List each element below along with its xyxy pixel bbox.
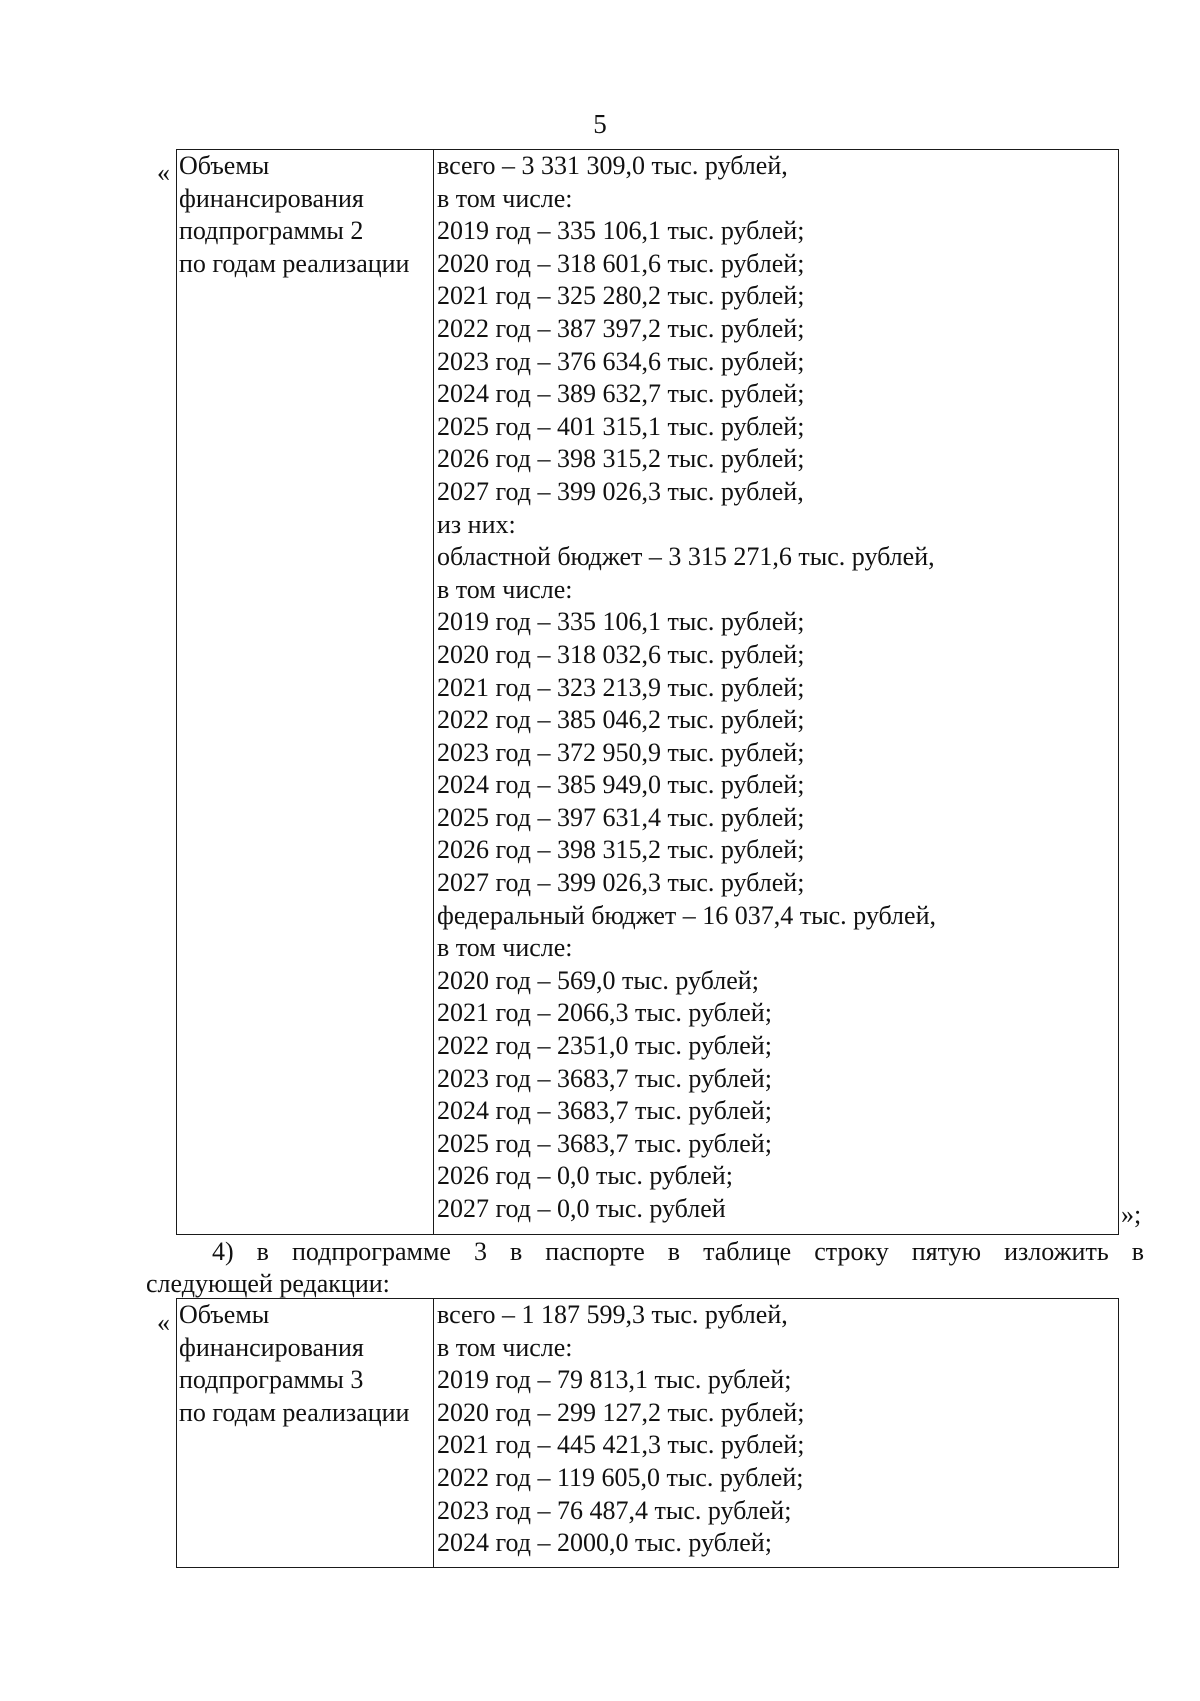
table-text-line: 2021 год – 445 421,3 тыс. рублей;	[437, 1430, 805, 1460]
table-text-line: 2026 год – 398 315,2 тыс. рублей;	[437, 444, 805, 474]
table-text-line: в том числе:	[437, 1332, 573, 1362]
table-label-cell	[177, 150, 434, 1234]
table-text-line: 2027 год – 0,0 тыс. рублей	[437, 1194, 726, 1223]
table-text-line: 2021 год – 2066,3 тыс. рублей;	[437, 998, 772, 1028]
table-text-line: в том числе:	[437, 933, 573, 963]
table-text-line: 2020 год – 318 032,6 тыс. рублей;	[437, 639, 805, 669]
table-text-line: 2021 год – 325 280,2 тыс. рублей;	[437, 281, 805, 311]
closing-quote: »;	[1121, 1200, 1142, 1229]
table-text-line: 2024 год – 385 949,0 тыс. рублей;	[437, 770, 805, 800]
paragraph-line: следующей редакции:	[146, 1269, 390, 1298]
opening-quote: «	[157, 158, 170, 187]
table-text-line: 2026 год – 0,0 тыс. рублей;	[437, 1161, 733, 1191]
table-text-line: федеральный бюджет – 16 037,4 тыс. рублей,	[437, 900, 936, 930]
financing-table-subprogram-3	[176, 1298, 1119, 1568]
table-label-cell	[177, 1299, 434, 1567]
table-text-line: подпрограммы 2	[179, 216, 364, 246]
table-text-line: 2020 год – 318 601,6 тыс. рублей;	[437, 248, 805, 278]
table-text-line: 2027 год – 399 026,3 тыс. рублей;	[437, 868, 805, 898]
table-text-line: 2023 год – 372 950,9 тыс. рублей;	[437, 737, 805, 767]
table-text-line: из них:	[437, 509, 516, 539]
table-text-line: по годам реализации	[179, 1397, 410, 1427]
table-text-line: 2024 год – 3683,7 тыс. рублей;	[437, 1096, 772, 1126]
table-text-line: всего – 3 331 309,0 тыс. рублей,	[437, 151, 788, 180]
table-text-line: областной бюджет – 3 315 271,6 тыс. рублей,	[437, 542, 935, 572]
table-text-line: в том числе:	[437, 574, 573, 604]
financing-table-subprogram-2	[176, 149, 1119, 1235]
table-value-cell	[434, 1299, 1118, 1567]
table-text-line: финансирования	[179, 1332, 364, 1362]
table-text-line: 2022 год – 119 605,0 тыс. рублей;	[437, 1462, 804, 1492]
table-text-line: 2019 год – 79 813,1 тыс. рублей;	[437, 1365, 792, 1395]
table-text-line: 2027 год – 399 026,3 тыс. рублей,	[437, 476, 804, 506]
table-text-line: 2019 год – 335 106,1 тыс. рублей;	[437, 216, 805, 246]
table-text-line: подпрограммы 3	[179, 1365, 364, 1395]
paragraph-line: 4) в подпрограмме 3 в паспорте в таблице строку пятую изложить в	[212, 1237, 1144, 1266]
table-text-line: 2022 год – 385 046,2 тыс. рублей;	[437, 705, 805, 735]
table-text-line: 2023 год – 76 487,4 тыс. рублей;	[437, 1495, 792, 1525]
table-text-line: 2021 год – 323 213,9 тыс. рублей;	[437, 672, 805, 702]
table-text-line: Объемы	[179, 1300, 270, 1329]
table-text-line: в том числе:	[437, 183, 573, 213]
table-text-line: Объемы	[179, 151, 270, 180]
page-number: 5	[593, 109, 607, 139]
table-text-line: финансирования	[179, 183, 364, 213]
table-text-line: 2025 год – 401 315,1 тыс. рублей;	[437, 411, 805, 441]
table-text-line: 2020 год – 569,0 тыс. рублей;	[437, 965, 759, 995]
table-text-line: 2023 год – 376 634,6 тыс. рублей;	[437, 346, 805, 376]
opening-quote: «	[157, 1308, 170, 1337]
table-text-line: по годам реализации	[179, 248, 410, 278]
table-text-line: 2025 год – 3683,7 тыс. рублей;	[437, 1128, 772, 1158]
table-text-line: всего – 1 187 599,3 тыс. рублей,	[437, 1300, 788, 1329]
table-text-line: 2020 год – 299 127,2 тыс. рублей;	[437, 1397, 805, 1427]
table-value-cell	[434, 150, 1118, 1234]
table-text-line: 2024 год – 2000,0 тыс. рублей;	[437, 1528, 772, 1558]
table-text-line: 2024 год – 389 632,7 тыс. рублей;	[437, 379, 805, 409]
table-text-line: 2026 год – 398 315,2 тыс. рублей;	[437, 835, 805, 865]
table-text-line: 2022 год – 387 397,2 тыс. рублей;	[437, 313, 805, 343]
table-text-line: 2019 год – 335 106,1 тыс. рублей;	[437, 607, 805, 637]
table-text-line: 2025 год – 397 631,4 тыс. рублей;	[437, 802, 805, 832]
table-text-line: 2022 год – 2351,0 тыс. рублей;	[437, 1031, 772, 1061]
table-text-line: 2023 год – 3683,7 тыс. рублей;	[437, 1063, 772, 1093]
